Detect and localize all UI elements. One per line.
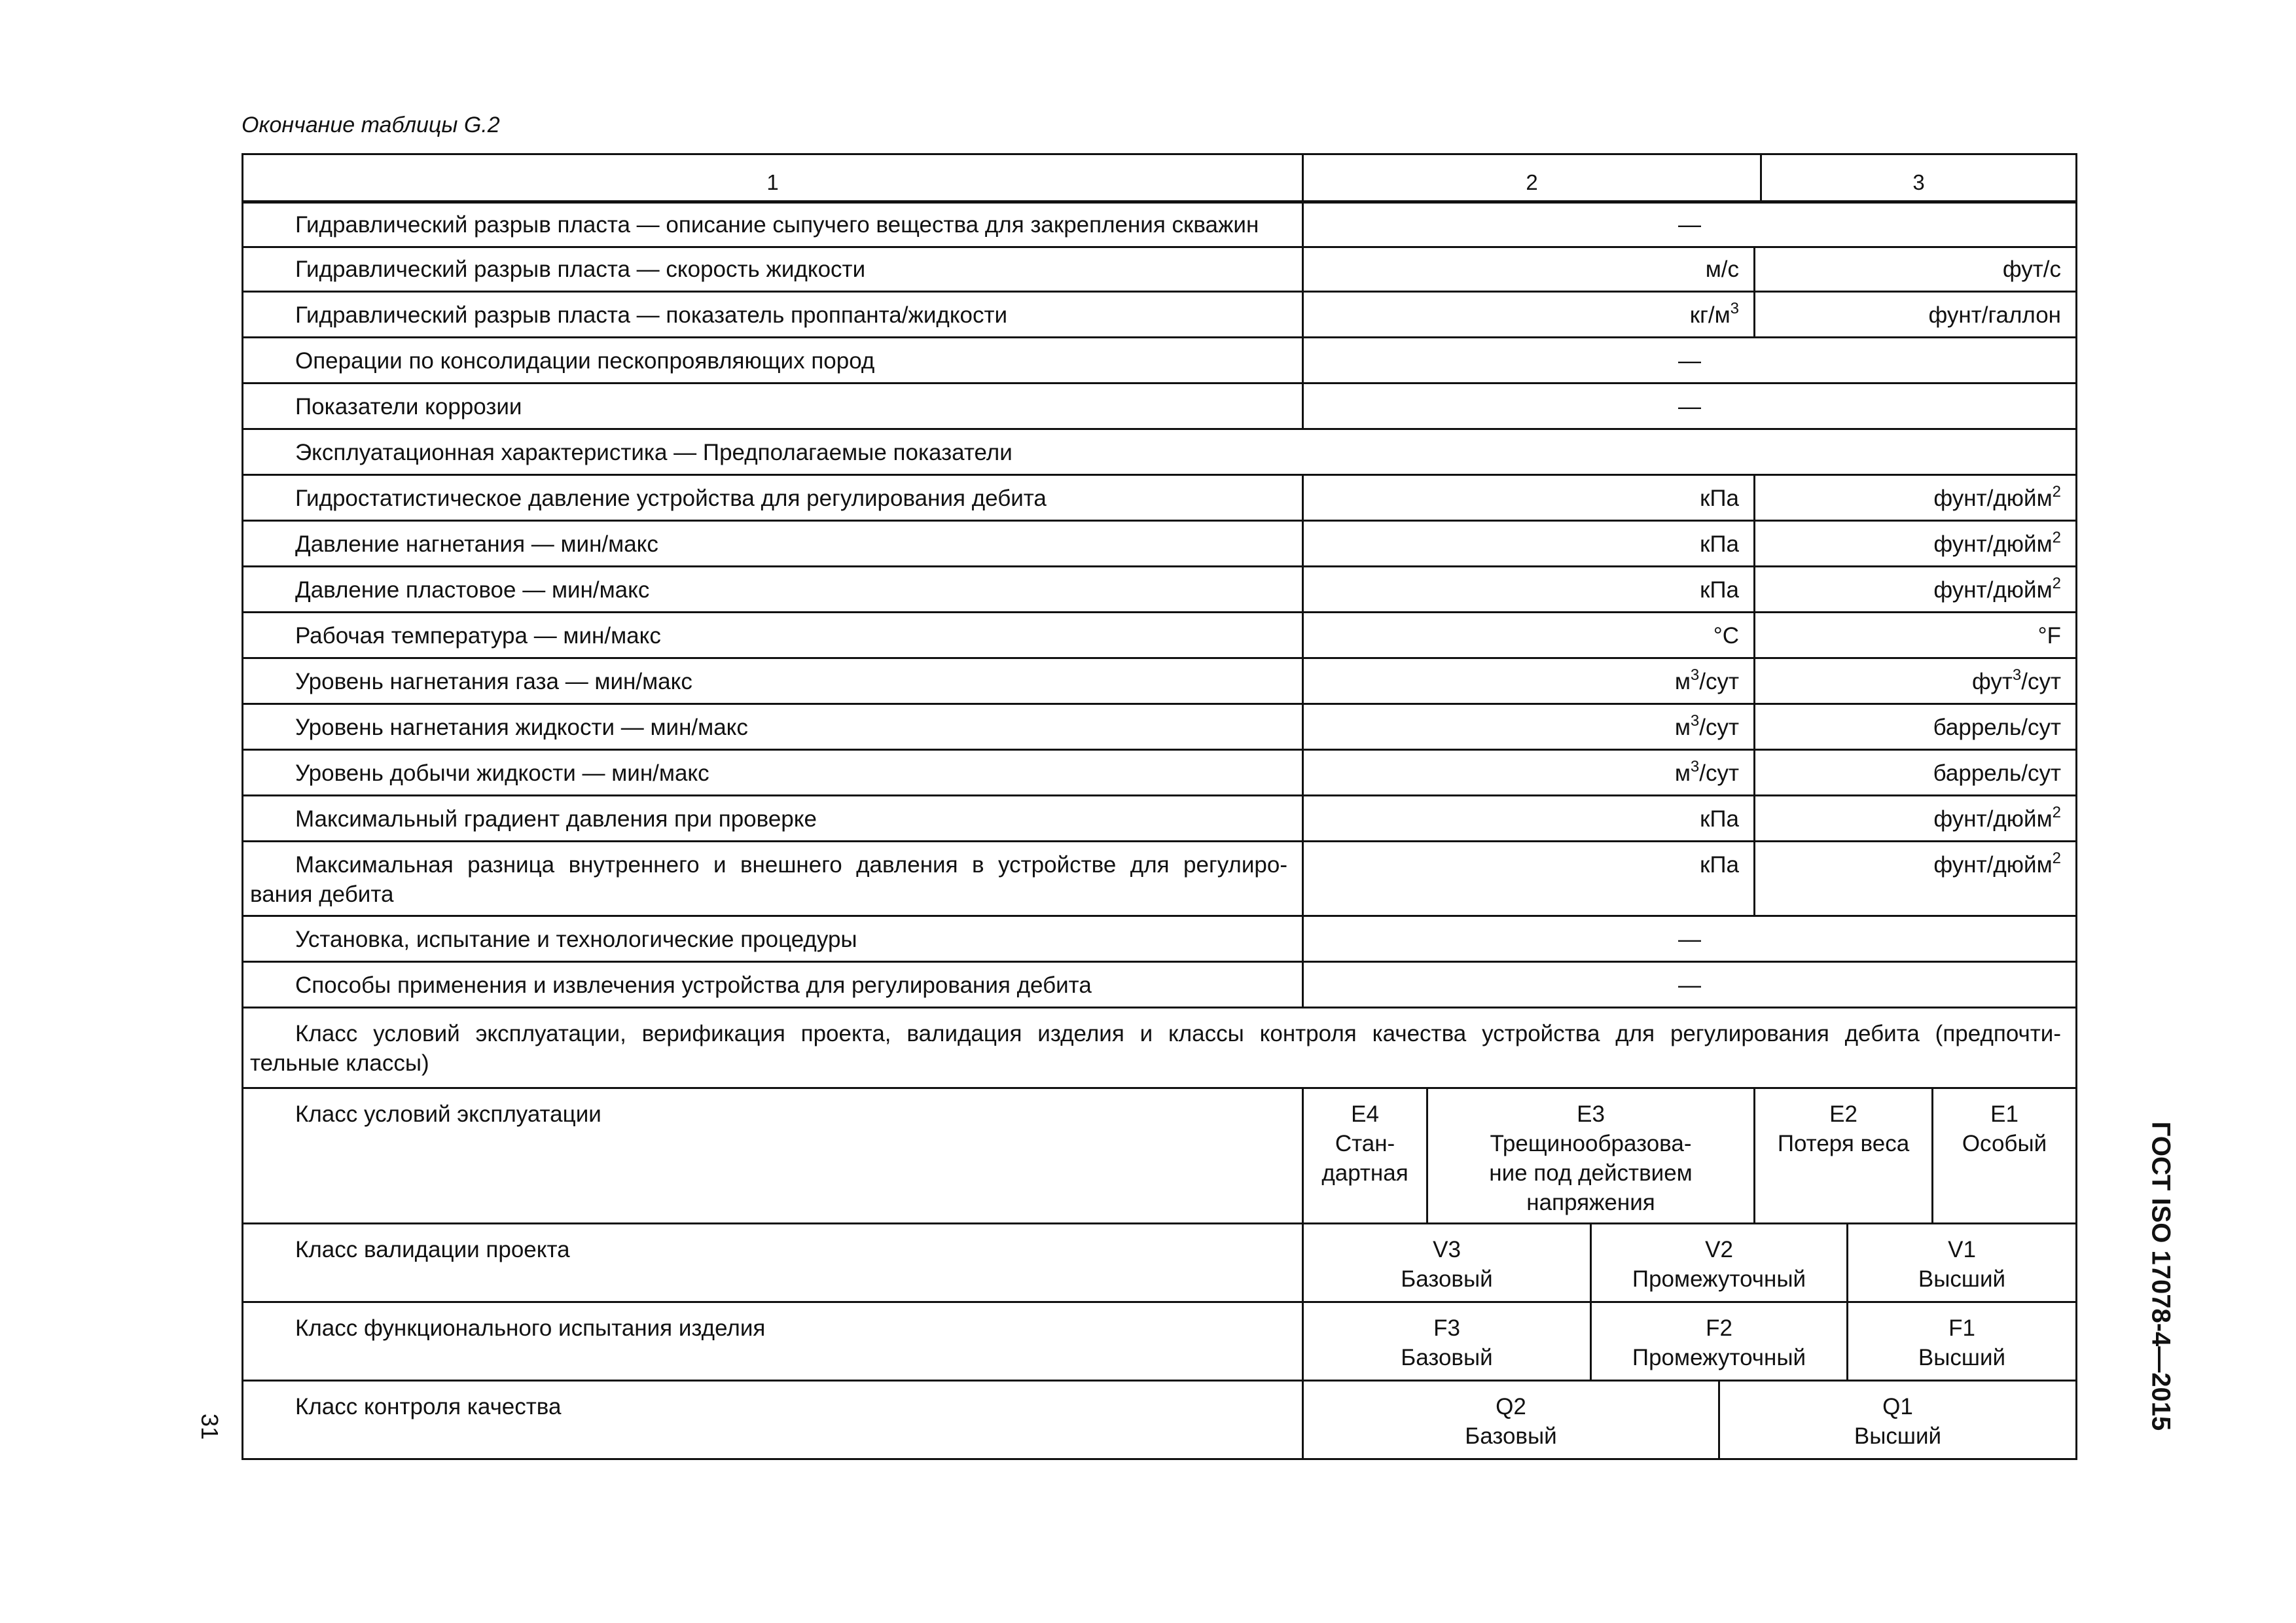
si-unit: $кг/м^3$	[1302, 293, 1753, 336]
table-row	[243, 796, 2075, 842]
si-unit: кПа	[1302, 522, 1753, 565]
row-label: Давление пластовое — мин/макс	[295, 577, 650, 603]
row-label: Класс условий эксплуатации	[295, 1101, 601, 1127]
class-e2: E2 Потеря веса	[1753, 1089, 1931, 1222]
row-label: Класс контроля качества	[295, 1394, 562, 1419]
row-label: Максимальный градиент давления при проверке	[295, 806, 817, 832]
table-row	[243, 522, 2075, 567]
table-row	[243, 1382, 2075, 1460]
standard-designation-text: ГОСТ ISO 17078-4—2015	[2146, 1121, 2176, 1431]
standard-designation	[2141, 1113, 2180, 1440]
us-unit: фунт/дюйм$^2$	[1753, 842, 2075, 915]
table-row	[243, 430, 2075, 476]
us-unit: баррель/сут	[1753, 751, 2075, 794]
si-unit: $м^3$/сут	[1302, 659, 1753, 703]
units-table	[242, 153, 2077, 1460]
class-q1: Q1 Высший	[1718, 1382, 2075, 1458]
row-label: Уровень добычи жидкости — мин/макс	[295, 760, 709, 786]
row-label: Уровень нагнетания жидкости — мин/макс	[295, 715, 748, 740]
row-label: Установка, испытание и технологические процедуры	[295, 927, 857, 952]
table-row	[243, 384, 2075, 430]
table-row	[243, 613, 2075, 659]
row-label: Гидравлический разрыв пласта — показатель проппанта/жидкости	[295, 302, 1008, 328]
row-label: Рабочая температура — мин/макс	[295, 623, 661, 649]
us-unit: фунт/дюйм$^2$	[1753, 796, 2075, 840]
row-value: —	[1302, 917, 2075, 961]
table-row	[243, 1303, 2075, 1382]
si-unit: °С	[1302, 613, 1753, 657]
table-row	[243, 1089, 2075, 1224]
table-row	[243, 567, 2075, 613]
table-row	[243, 204, 2075, 248]
header-col-2: 2	[1302, 155, 1760, 200]
header-col-1: 1	[766, 170, 779, 194]
table-row	[243, 842, 2075, 917]
class-v2: V2 Промежуточный	[1590, 1224, 1846, 1301]
row-label: Класс функционального испытания изделия	[295, 1315, 766, 1341]
si-unit: кПа	[1302, 476, 1753, 520]
si-unit: м/с	[1302, 248, 1753, 291]
class-e3: E3 Трещинообразова- ние под действием напряжения	[1426, 1089, 1753, 1222]
us-unit: фунт/галлон	[1753, 293, 2075, 336]
us-unit: °F	[1753, 613, 2075, 657]
row-label: Гидравлический разрыв пласта — описание сыпучего вещества для закрепления скважин	[295, 212, 1259, 238]
si-unit: $м^3$/сут	[1302, 751, 1753, 794]
page-number	[196, 1407, 223, 1446]
table-header-row	[242, 153, 2077, 204]
row-value: —	[1302, 338, 2075, 382]
header-col-3: 3	[1760, 155, 2075, 200]
row-label: Уровень нагнетания газа — мин/макс	[295, 669, 692, 694]
table-row	[243, 659, 2075, 705]
row-label: Максимальная разница внутреннего и внешнего давления в устройстве для регулиро- вания дебита	[250, 852, 1287, 907]
table-caption: Окончание таблицы G.2	[242, 113, 500, 137]
row-label: Показатели коррозии	[295, 394, 522, 419]
row-label: Эксплуатационная характеристика — Предполагаемые показатели	[295, 440, 1013, 465]
us-unit: фунт/дюйм$^2$	[1753, 567, 2075, 611]
table-row	[243, 1224, 2075, 1303]
class-e4: E4 Стан- дартная	[1302, 1089, 1426, 1222]
class-e1: E1 Особый	[1931, 1089, 2075, 1222]
table-row	[243, 963, 2075, 1008]
row-value: —	[1302, 204, 2075, 246]
table-row	[243, 293, 2075, 338]
table-body	[242, 204, 2077, 1460]
class-v3: V3 Базовый	[1302, 1224, 1590, 1301]
row-label: Класс валидации проекта	[295, 1237, 570, 1262]
si-unit: кПа	[1302, 796, 1753, 840]
row-label: Класс условий эксплуатации, верификация проекта, валидация изделия и классы контроля качества устройства для регулирования дебита (предпочти- тельные классы)	[250, 1021, 2061, 1076]
row-label: Гидростатистическое давление устройства для регулирования дебита	[295, 486, 1047, 511]
class-f2: F2 Промежуточный	[1590, 1303, 1846, 1380]
row-label: Способы применения и извлечения устройства для регулирования дебита	[295, 972, 1092, 998]
si-unit: кПа	[1302, 567, 1753, 611]
table-row	[243, 751, 2075, 796]
si-unit: $м^3$/сут	[1302, 705, 1753, 749]
class-v1: V1 Высший	[1846, 1224, 2075, 1301]
row-label: Операции по консолидации пескопроявляющих пород	[295, 348, 875, 374]
us-unit: фут$^3$/сут	[1753, 659, 2075, 703]
us-unit: фунт/дюйм$^2$	[1753, 522, 2075, 565]
si-unit: кПа	[1302, 842, 1753, 915]
row-value: —	[1302, 963, 2075, 1007]
table-row	[243, 248, 2075, 293]
table-row	[243, 476, 2075, 522]
row-value: —	[1302, 384, 2075, 428]
table-row	[243, 1008, 2075, 1089]
table-row	[243, 338, 2075, 384]
us-unit: фунт/дюйм$^2$	[1753, 476, 2075, 520]
page-number-text: 31	[196, 1413, 223, 1440]
row-label: Гидравлический разрыв пласта — скорость жидкости	[295, 257, 866, 282]
class-f3: F3 Базовый	[1302, 1303, 1590, 1380]
us-unit: фут/с	[1753, 248, 2075, 291]
row-label: Давление нагнетания — мин/макс	[295, 531, 658, 557]
table-row	[243, 705, 2075, 751]
class-q2: Q2 Базовый	[1302, 1382, 1718, 1458]
class-f1: F1 Высший	[1846, 1303, 2075, 1380]
us-unit: баррель/сут	[1753, 705, 2075, 749]
table-row	[243, 917, 2075, 963]
